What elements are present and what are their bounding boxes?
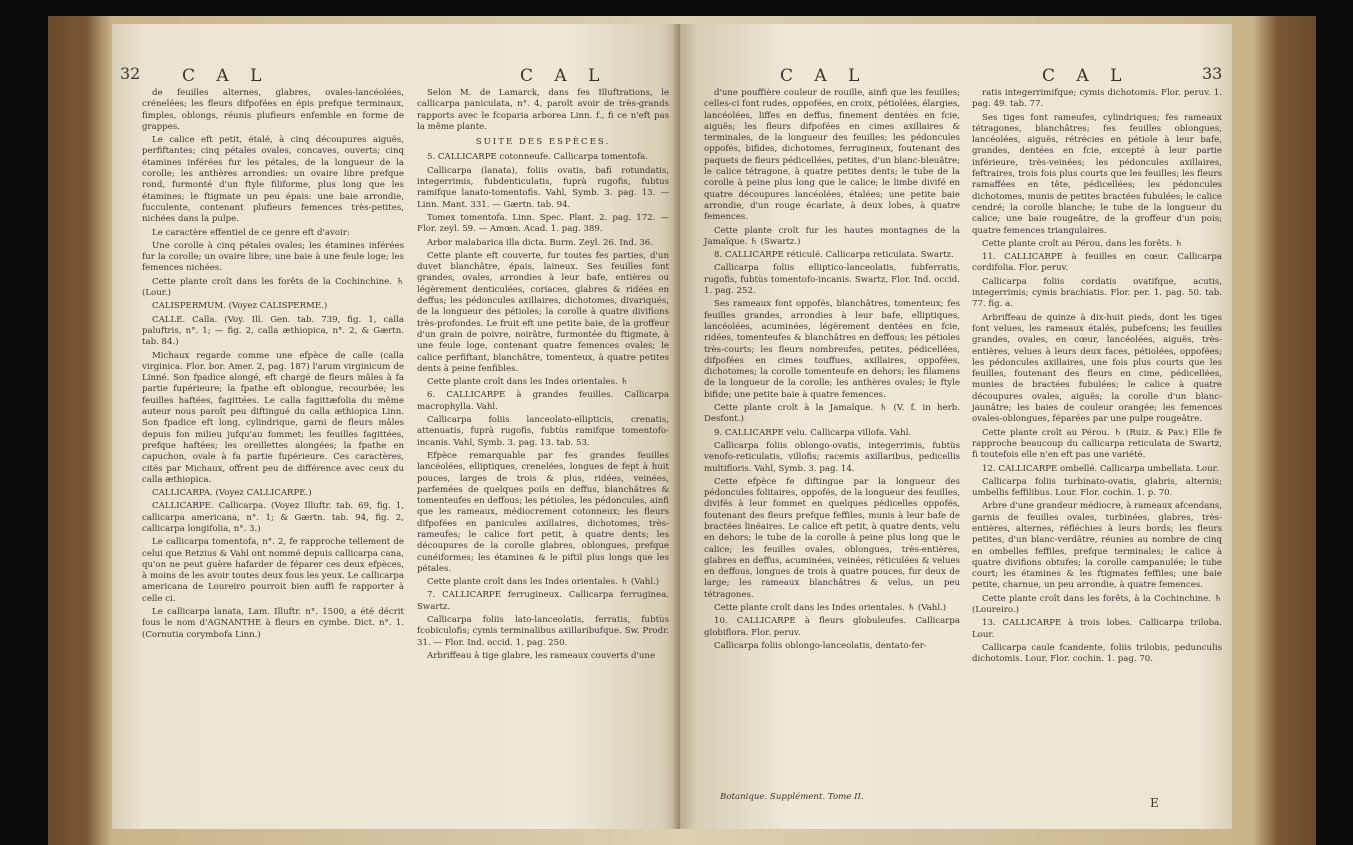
paragraph: Cette plante croît dans les forêts de la Cochinchine. ♄ (Lour.)	[142, 276, 404, 299]
paragraph: Le calice eft petit, étalé, à cinq découpures aiguës, perfiftantes; cinq pétales ovales, concaves, ouverts; cinq étamines inférées fur les pétales, de la longueur de la corolle; les anthères arrondies: un ovaire libre prefque rond, furmonté d'un ftyle filiforme, plus long que les étamines; le ftigmate un peu épais: une baie arrondie, fucculente, contenant plufieurs femences très-petites, nichées dans la pulpe.	[142, 135, 404, 225]
paragraph: Callicarpa foliis oblongo-lanceolatis, dentato-fer-	[714, 640, 927, 651]
right-page	[680, 24, 1232, 829]
paragraph: Cette efpèce fe diftingue par la longueur des pédoncules folitaires, oppofés, de la longueur des feuilles, divifés à leur fommet en quelques pédicelles oppofés, foutenant des fleurs prefque feffiles, munis à leur bafe de bractées linéaires. Le calice eft petit, à quatre dents, velu en dehors; le tube de la corolle à peine plus long que le calice; les feuilles ovales, oblongues, très-entières, glabres en deffus, acuminées, veinées, réticulées & velues en deffous, longues de trois à quatre pouces, fur deux de large; les rameaux blanchâtres & velus, un peu tétragones.	[704, 476, 960, 600]
left-column-1	[142, 88, 404, 643]
paragraph: d'une pouffière couleur de rouille, ainfi que les feuilles; celles-ci font rudes, oppofées, en croix, pétiolées, élargies, lancéolées, liffes en deffus, finement dentées en fcie, aiguës; les fleurs difpofées en cimes axillaires & terminales, de la longueur des feuilles; les pédoncules oppofés, bifides, dichotomes, ferrugineux, foutenant des paquets de fleurs pédicellées, petites, d'un blanc-bleuâtre; le calice tétragone, à quatre petites dents; le tube de la corolle à peine plus long que le calice; le limbe divifé en quatre découpures lancéolées, étalées; une petite baie arrondie, d'un rouge écarlate, à deux lobes, à quatre femences.	[704, 88, 960, 223]
left-page-number: 32	[120, 64, 141, 83]
paragraph: Efpèce remarquable par fes grandes feuilles lancéolées, elliptiques, crenelées, longues de fept à huit pouces, larges de trois & plus, ridées, veinées, parfemées de quelques poils en deffus, blanchâtres & tomenteufes en deffous; les pétioles, les pédoncules, ainfi que les rameaux, médiocrement cotonneux; les fleurs difpofées en panicules axillaires, dichotomes, très-rameufes; le calice fort petit, à quatre dents; les découpures de la corolle glabres, oblongues, prefque cunéiformes; les étamines & le piftil plus longs que les pétales.	[417, 450, 669, 574]
paragraph: Arbre d'une grandeur médiocre, à rameaux afcendans, garnis de feuilles ovales, turbinées, glabres, très-entières, alternes, réfléchies à leurs bords; les fleurs petites, d'un blanc-verdâtre, réunies au nombre de cinq en ombelles feffiles, prefque terminales; le calice à quatre divifions obtufes; la corolle campanulée; le tube court; les étamines & les ftigmates feffiles; une baie petite, charnue, un peu arrondie, à quatre femences.	[972, 501, 1222, 591]
page-footer: Botanique. Supplément. Tome II.	[720, 792, 864, 802]
paragraph: 6. CALLICARPE à grandes feuilles. Callicarpa macrophylla. Vahl.	[417, 390, 669, 412]
right-running-head-1: C A L	[780, 66, 868, 86]
paragraph: CALLICARPA. (Voyez CALLICARPE.)	[152, 488, 312, 499]
paragraph: Cette plante croît au Pérou. ♄ (Ruiz. & Pav.) Elle fe rapproche beaucoup du callicarpa reticulata de Swartz, fi toutefois elle n'en eft pas une variété.	[972, 427, 1222, 461]
paragraph: Callicarpa foliis elliptico-lanceolatis, fubferratis, rugofis, fubtùs tomentofo-incanis. Swartz, Flor. Ind. occid. 1. pag. 252.	[704, 263, 960, 297]
paragraph: Une corolle à cinq pétales ovales; les étamines inférées fur la corolle; un ovaire libre; une baie à une feule loge; les femences nichées.	[142, 240, 404, 274]
paragraph: Callicarpa foliis oblongo-ovatis, integerrimis, fubtùs venofo-reticulatis, villofis; racemis axillaribus, pedicellis multifloris. Vahl, Symb. 3. pag. 14.	[704, 440, 960, 474]
paragraph: CALLE. Calla. (Voy. Ill. Gen. tab. 739, fig. 1, calla paluftris, n°. 1; — fig. 2, calla æthiopica, n°. 2, & Gærtn. tab. 84.)	[142, 314, 404, 348]
paragraph: Callicarpa foliis lato-lanceolatis, ferratis, fubtùs fcobiculofis; cymis terminalibus axillaribufque. Sw. Prodr. 31. — Flor. Ind. occid. 1. pag. 250.	[417, 615, 669, 648]
left-running-head-1: C A L	[182, 66, 270, 86]
paragraph: Selon M. de Lamarck, dans fes Illuftrations, le callicarpa paniculata, n°. 4, paroît avoir de très-grands rapports avec le fcoparia arborea Linn. f., fi ce n'eft pas la même plante.	[417, 88, 669, 132]
paragraph: Arbor malabarica illa dicta. Burm. Zeyl. 26. Ind. 36.	[427, 237, 653, 248]
paragraph: Cette plante croît fur les hautes montagnes de la Jamaïque. ♄ (Swartz.)	[704, 225, 960, 247]
paragraph: Le callicarpa lanata, Lam. Illuftr. n°. 1500, a été décrit fous le nom d'AGNANTHE à fleurs en cymbe. Dict. n°. 1. (Cornutia corymbofa Linn.)	[142, 607, 404, 640]
left-page	[112, 24, 680, 829]
paragraph: Cette plante croît dans les Indes orientales. ♄	[427, 377, 629, 388]
paragraph: 8. CALLICARPE réticulé. Callicarpa reticulata. Swartz.	[714, 250, 954, 261]
left-running-head-2: C A L	[520, 66, 608, 86]
signature-mark: E	[1150, 796, 1159, 810]
paragraph: CALISPERMUM. (Voyez CALISPERME.)	[152, 301, 328, 312]
paragraph: Callicarpa (lanata), foliis ovatis, bafi rotundatis, integerrimis, fubdenticulatis, fuprà rugofis, fubtus ramifque lanato-tomentofis. Vahl, Symb. 3. pag. 13. — Linn. Mant. 331. — Gærtn. tab. 94.	[417, 165, 669, 210]
right-column-1	[704, 88, 960, 654]
paragraph: CALLICARPE. Callicarpa. (Voyez Illuftr. tab. 69, fig. 1, callicarpa americana, n°. 1; & Gærtn. tab. 94, fig. 2, callicarpa longifolia, n°. 3.)	[142, 501, 404, 534]
paragraph: 9. CALLICARPE velu. Callicarpa villofa. Vahl.	[714, 427, 912, 438]
paragraph: ratis integerrimifque; cymis dichotomis. Flor. peruv. 1. pag. 49. tab. 77.	[972, 88, 1222, 110]
paragraph: Arbriffeau à tige glabre, les rameaux couverts d'une	[427, 650, 656, 661]
paragraph: Ses rameaux font oppofés, blanchâtres, tomenteux; fes feuilles grandes, arrondies à leur bafe, elliptiques, lancéolées, acuminées, légèrement dentées en fcie, ridées, tomenteufes & blanchâtres en deffous; les pétioles très-courts; les fleurs nombreufes, petites, pédicellées, difpofées en cimes touffues, axillaires, oppofées, dichotomes; la corolle tomenteufe en dehors; les filamens de la longueur de la corolle; les anthères ovales; le ftyle bifide; une petite baie à quatre femences.	[704, 299, 960, 400]
paragraph: Callicarpa foliis lanceolato-ellipticis, crenatis, attenuatis, fuprà rugofis, fubtùs ramifque tomentofo-incanis. Vahl, Symb. 3. pag. 13. tab. 53.	[417, 415, 669, 448]
paragraph: 13. CALLICARPE à trois lobes. Callicarpa triloba. Lour.	[972, 618, 1222, 640]
paragraph: Cette plante eft couverte, fur toutes fes parties, d'un duvet blanchâtre, épais, laineux. Ses feuilles font grandes, ovales, arrondies à leur bafe, entières ou légèrement denticulées, coriaces, glabres & ridées en deffus; les pédoncules axillaires, dichotomes, divariqués, de la longueur des pétioles; la corolle à quatre divifions très-profondes. Le fruit eft une petite baie, de la groffeur d'un grain de poivre, noirâtre, furmontée du ftigmate, à une feule loge, contenant quatre femences ovales; le calice perfiftant, blanchâtre, tomenteux, à quatre petites dents à peine fenfibles.	[417, 250, 669, 374]
paragraph: 12. CALLICARPE ombellé. Callicarpa umbellata. Lour.	[982, 463, 1219, 474]
paragraph: Callicarpa foliis turbinato-ovatis, glabris, alternis; umbellis feffilibus. Lour. Flor. cochin. 1. p. 70.	[972, 476, 1222, 499]
paragraph: Le callicarpa tomentofa, n°. 2, fe rapproche tellement de celui que Retzius & Vahl ont nommé depuis callicarpa cana, qu'on ne peut guère hafarder de féparer ces deux efpèces, à moins de les avoir toutes deux fous les yeux. Le callicarpa americana de Loureiro pourroit bien auffi fe rapporter à celle ci.	[142, 537, 404, 604]
paragraph: Callicarpa foliis cordatis ovatifque, acutis, integerrimis; cymis brachiatis. Flor. per. 1. pag. 50. tab. 77. fig. a.	[972, 276, 1222, 310]
paragraph: Cette plante croît au Pérou, dans les forêts. ♄	[982, 238, 1183, 249]
paragraph: Le caractère effentiel de ce genre eft d'avoir:	[152, 227, 350, 238]
paragraph: Cette plante croît dans les Indes orientales. ♄ (Vahl.)	[714, 603, 947, 614]
paragraph: 10. CALLICARPE à fleurs globuleufes. Callicarpa globiflora. Flor. peruv.	[704, 616, 960, 638]
paragraph: de feuilles alternes, glabres, ovales-lancéolées, crénelées; les fleurs difpofées en épis prefque terminaux, fimples, oblongs, réunis plufieurs enfemble en forme de grappes.	[142, 88, 404, 132]
left-column-2	[417, 88, 669, 664]
paragraph: 5. CALLICARPE cotonneufe. Callicarpa tomentofa.	[427, 152, 648, 163]
paragraph: Cette plante croît à la Jamaïque. ♄ (V. f. in herb. Desfont.)	[704, 403, 960, 425]
paragraph: Arbriffeau de quinze à dix-huit pieds, dont les tiges font velues, les rameaux étalés, pubefcens; les feuilles grandes, ovales, en cœur, lancéolées, aiguës, très-entières, velues à leurs deux faces, pétiolées, oppofées; les pédoncules axillaires, une fois plus courts que les feuilles, foutenant des fleurs en cime, pédicellées, munies de bractées fubulées; le calice à quatre découpures ovales, aiguës; la corolle d'un blanc-jaunâtre; les baies de couleur orangée; les femences ovales-oblongues, féparées par une pulpe rougeâtre.	[972, 312, 1222, 425]
paragraph: 11. CALLICARPE à feuilles en cœur. Callicarpa cordifolia. Flor. peruv.	[972, 252, 1222, 274]
right-column-2	[972, 88, 1222, 668]
paragraph: Tomex tomentofa. Linn. Spec. Plant. 2. pag. 172. — Flor. zeyl. 59. — Amœn. Acad. 1. pag. 389.	[417, 212, 669, 235]
paragraph: Cette plante croît dans les forêts, à la Cochinchine. ♄ (Loureiro.)	[972, 593, 1222, 616]
paragraph: 7. CALLICARPE ferrugineux. Callicarpa ferruginea. Swartz.	[417, 590, 669, 612]
paragraph: SUITE DES ESPÈCES.	[475, 137, 611, 148]
paragraph: Michaux regarde comme une efpèce de calle (calla virginica. Flor. bor. Amer. 2, pag. 187) l'arum virginicum de Linné. Son fpadice alongé, eft chargé de fleurs mâles à fa partie fupérieure; la fpathe eft oblongue, recourbée; les feuilles haftées, fagittées. Le calla fagittæfolia du même auteur nous paroît peu diftingué du calla æthiopica Linn. Son fpadice eft long, cylindrique, garni de fleurs mâles depuis fon milieu jufqu'au fommet; les feuilles fagittées, prefque haftées; les oreillettes alongées; la fpathe en capuchon, ovale à fa partie fupérieure. Ces caractères, cités par Michaux, offrent peu de différence avec ceux du calla æthiopica.	[142, 350, 404, 485]
right-running-head-2: C A L	[1042, 66, 1130, 86]
paragraph: Cette plante croît dans les Indes orientales. ♄ (Vahl.)	[427, 577, 660, 588]
right-page-number: 33	[1202, 64, 1223, 83]
paragraph: Ses tiges font rameufes, cylindriques; fes rameaux tétragones, blanchâtres; fes feuilles oblongues, lancéolées, aiguës, rétrécies en pétiole à leur bafe, grandes, dentées en fcie, excepté à leur partie inférieure, très-veinées; les pédoncules axillaires, feftraires, trois fois plus courts que les feuilles; les fleurs ramaffées en tête, pédicellées; les pédoncules dichotomes, munis de petites bractées fubulées; le calice cendré; la corolle blanche; le tube de la longueur du calice; une baie rougeâtre, de la groffeur d'un pois; quatre femences triangulaires.	[972, 112, 1222, 236]
paragraph: Callicarpa caule fcandente, foliis trilobis, pedunculis dichotomis. Lour. Flor. cochin. 1. pag. 70.	[972, 642, 1222, 665]
